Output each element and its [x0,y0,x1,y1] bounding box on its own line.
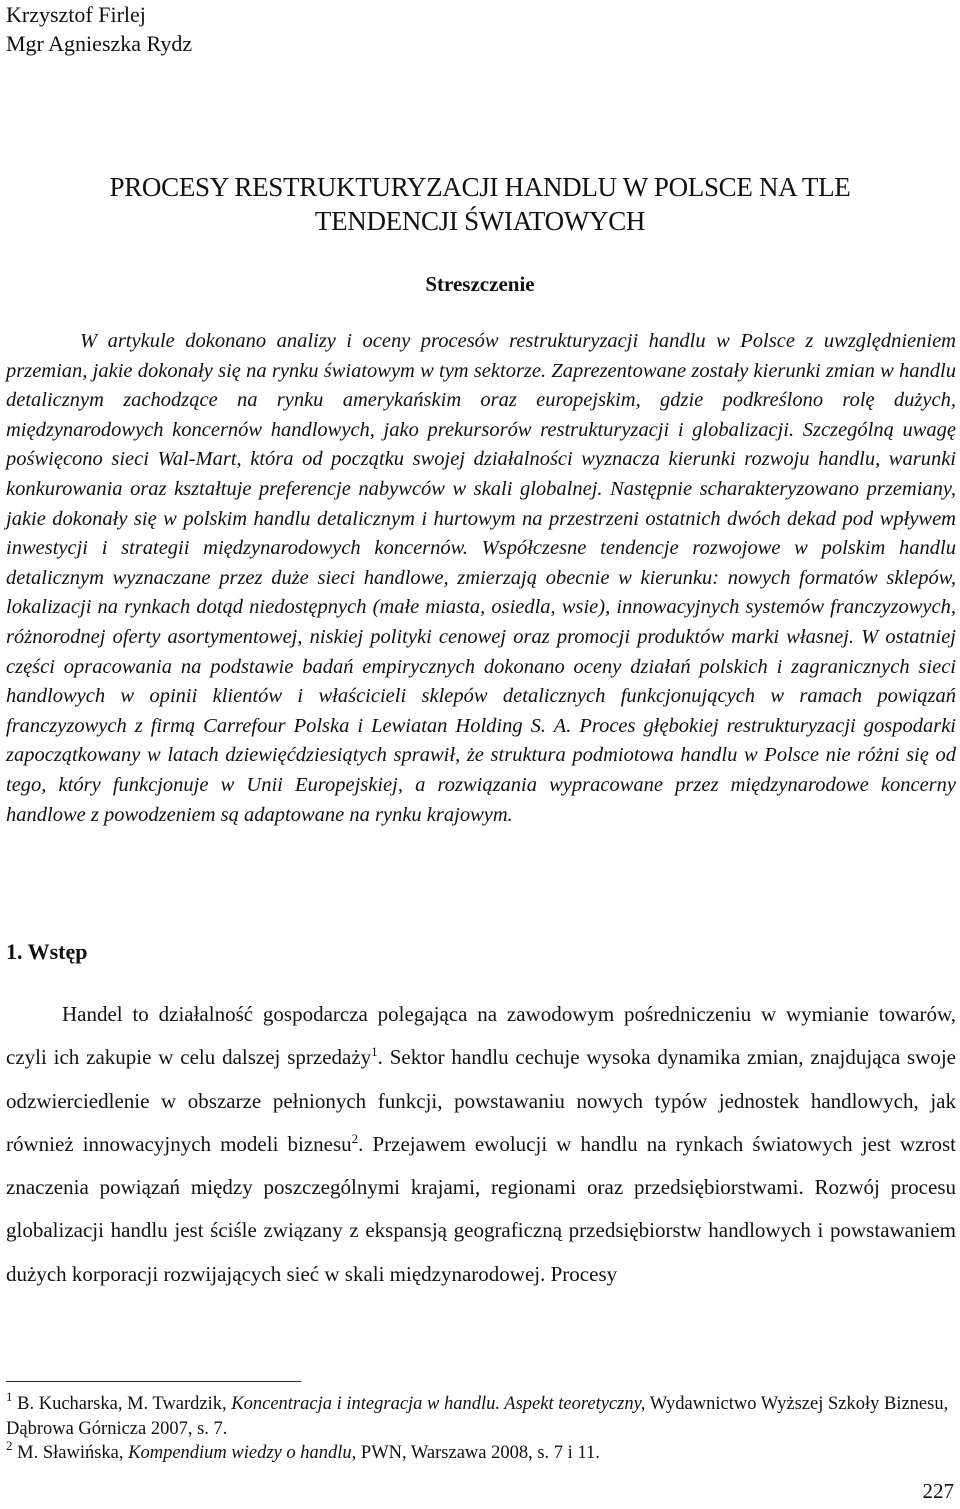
footnote-text: Wydawnictwo Wyższej Szkoły Biznesu, Dąbrowa Górnicza 2007, s. 7. [6,1394,949,1439]
body-paragraph [6,993,956,1296]
section-heading: 1. Wstęp [6,939,88,964]
footnote-number: 2 [6,1438,13,1453]
footnote-divider [6,1381,301,1382]
footnote [6,1438,956,1466]
page-number: 227 [922,1479,954,1503]
title-line: PROCESY RESTRUKTURYZACJI HANDLU W POLSCE NA TLE [109,172,851,202]
author-name: Mgr Agnieszka Rydz [6,31,193,56]
footnotes [6,1389,956,1466]
footnote-title: Kompendium wiedzy o handlu, [128,1443,357,1463]
footnote-text: B. Kucharska, M. Twardzik, [12,1394,232,1414]
author-block [6,0,192,58]
abstract-paragraph: W artykule dokonano analizy i oceny procesów restrukturyzacji handlu w Polsce z uwzględnieniem przemian, jakie dokonały się na rynku światowym w tym sektorze. Zaprezentowane zostały kierunki zmian w handlu detalicznym zachodzące na rynku amerykańskim oraz europejskim, gdzie podkreślono rolę dużych, międzynarodowych koncernów handlowych, jako prekursorów restrukturyzacji i globalizacji. Szczególną uwagę poświęcono sieci Wal-Mart, która od początku swojej działalności wyznacza kierunki rozwoju handlu, warunki konkurowania oraz kształtuje preferencje nabywców w skali globalnej. Następnie scharakteryzowano przemiany, jakie dokonały się w polskim handlu detalicznym i hurtowym na przestrzeni ostatnich dwóch dekad pod wpływem inwestycji i strategii międzynarodowych koncernów. Współczesne tendencje rozwojowe w polskim handlu detalicznym wyznaczane przez duże sieci handlowe, zmierzają obecnie w kierunku: nowych formatów sklepów, lokalizacji na rynkach dotąd niedostępnych (małe miasta, osiedla, wsie), innowacyjnych systemów franczyzowych, różnorodnej oferty asortymentowej, niskiej polityki cenowej oraz promocji produktów marki własnej. W ostatniej części opracowania na podstawie badań empirycznych dokonano oceny działań polskich i zagranicznych sieci handlowych w opinii klientów i właścicieli sklepów detalicznych funkcjonujących w ramach powiązań franczyzowych z firmą Carrefour Polska i Lewiatan Holding S. A. Proces głębokiej restrukturyzacji gospodarki zapoczątkowany w latach dziewięćdziesiątych sprawił, że struktura podmiotowa handlu w Polsce nie różni się od tego, który funkcjonuje w Unii Europejskiej, a rozwiązania wypracowane przez międzynarodowe koncerny handlowe z powodzeniem są adaptowane na rynku krajowym. [6,330,956,826]
abstract-heading: Streszczenie [425,272,535,296]
footnote-title: Koncentracja i integracja w handlu. Aspekt teoretyczny, [231,1394,646,1414]
abstract-text [6,327,956,830]
footnote-ref[interactable]: 1 [371,1044,378,1060]
footnote-number: 1 [6,1389,13,1404]
footnote [6,1389,956,1441]
body-text-part: Handel to działalność gospodarcza polegająca na zawodowym pośredniczeniu w wymianie towarów, czyli ich zakupie w celu dalszej sprzedaży [6,1002,956,1070]
footnote-ref[interactable]: 2 [351,1130,359,1146]
footnote-text: PWN, Warszawa 2008, s. 7 i 11. [356,1443,600,1463]
body-text-part: . Przejawem ewolucji w handlu na rynkach światowych jest wzrost znaczenia powiązań między poszczególnymi krajami, regionami oraz przedsiębiorstwami. Rozwój procesu globalizacji handlu jest ściśle związany z ekspansją geograficzną przedsiębiorstw handlowych i powstawaniem dużych korporacji rozwijających sieć w skali międzynarodowej. Procesy [6,1131,956,1286]
title-line: TENDENCJI ŚWIATOWYCH [314,206,646,236]
body-text-part: . Sektor handlu cechuje wysoka dynamika zmian, znajdująca swoje odzwierciedlenie w obszarze pełnionych funkcji, powstawaniu nowych typów jednostek handlowych, jak również innowacyjnych modeli biznesu [6,1045,956,1156]
paper-title [0,170,960,238]
footnote-text: M. Sławińska, [12,1443,129,1463]
author-name: Krzysztof Firlej [6,2,146,27]
